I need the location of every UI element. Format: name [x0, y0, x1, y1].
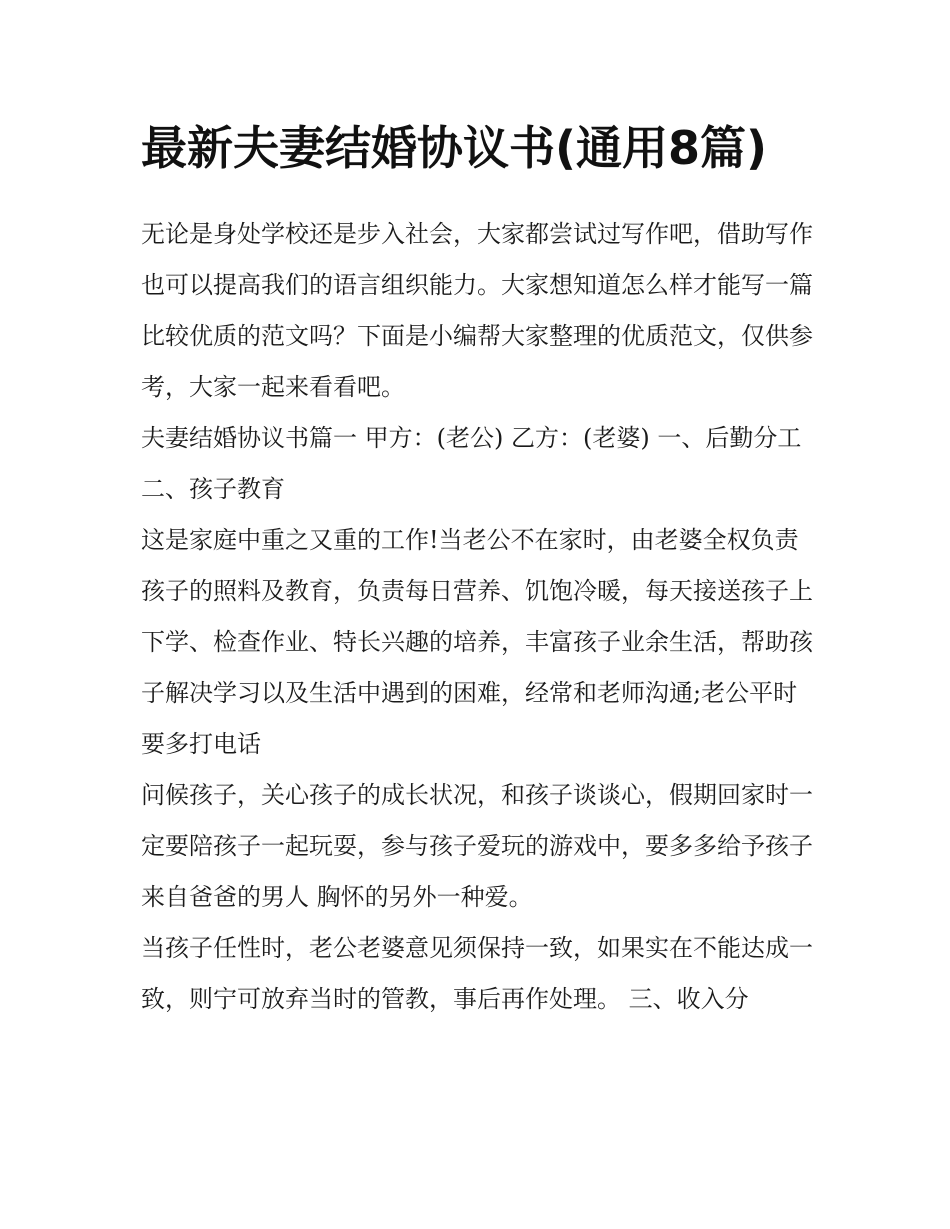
document-title: 最新夫妻结婚协议书(通用8篇) — [141, 121, 768, 175]
paragraph-parties: 夫妻结婚协议书篇一 甲方：(老公) 乙方：(老婆) 一、后勤分工 二、孩子教育 — [141, 424, 802, 503]
paragraph-child-care: 这是家庭中重之又重的工作!当老公不在家时，由老婆全权负责孩子的照料及教育，负责每日营养、饥饱冷暖，每天接送孩子上下学、检查作业、特长兴趣的培养，丰富孩子业余生活，帮助孩子解决学习以及生活中遇到的困难，经常和老师沟通;老公平时要多打电话 — [141, 526, 813, 758]
document-body — [141, 112, 816, 1025]
paragraph-father-role: 问候孩子，关心孩子的成长状况，和孩子谈谈心，假期回家时一定要陪孩子一起玩耍，参与孩子爱玩的游戏中，要多多给予孩子来自爸爸的男人 胸怀的另外一种爱。 — [141, 781, 813, 911]
paragraph-discipline: 当孩子任性时，老公老婆意见须保持一致，如果实在不能达成一致，则宁可放弃当时的管教，事后再作处理。 三、收入分 — [141, 934, 813, 1013]
paragraph-intro: 无论是身处学校还是步入社会，大家都尝试过写作吧，借助写作也可以提高我们的语言组织能力。大家想知道怎么样才能写一篇比较优质的范文吗？下面是小编帮大家整理的优质范文，仅供参考，大家一起来看看吧。 — [141, 220, 813, 401]
